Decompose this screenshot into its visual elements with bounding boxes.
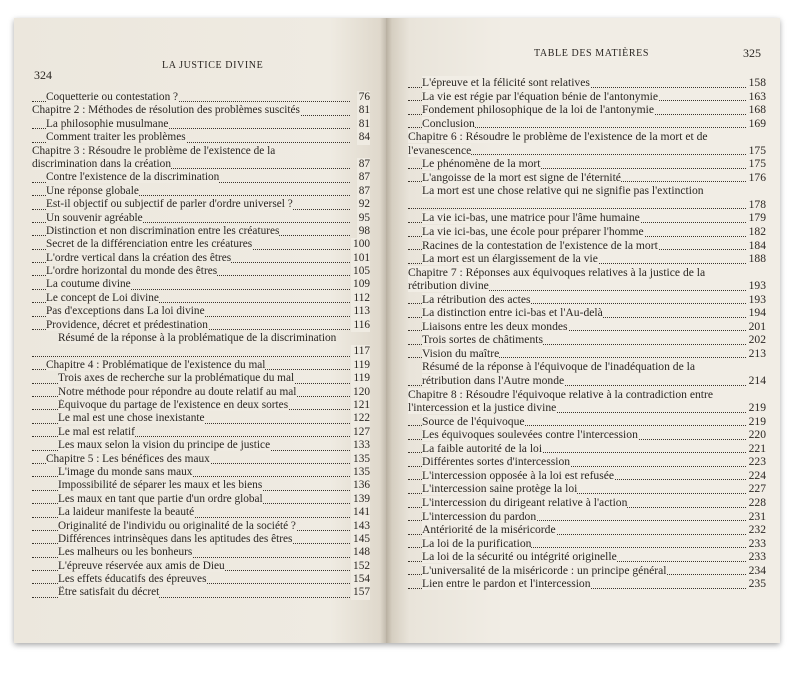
toc-entry-title: Trois sortes de châtiments — [422, 333, 543, 347]
toc-entry-page: 179 — [748, 211, 766, 225]
toc-entry — [32, 520, 370, 533]
toc-entry-page: 87 — [358, 157, 370, 170]
toc-entry-page: 87 — [358, 184, 370, 197]
toc-entry — [408, 171, 766, 185]
toc-entry — [32, 225, 370, 238]
toc-entry-title: Équivoque du partage de l'existence en deux sortes — [58, 398, 289, 411]
toc-entry — [408, 157, 766, 171]
toc-entry-title: Le phénomène de la mort — [422, 157, 541, 171]
toc-entry — [408, 211, 766, 225]
dot-leader — [32, 356, 350, 357]
toc-entry — [32, 412, 370, 425]
toc-entry-page: 202 — [748, 333, 766, 347]
toc-entry — [32, 104, 370, 117]
toc-entry-page: 117 — [353, 345, 370, 358]
left-toc-list — [32, 91, 370, 600]
toc-entry-title: Chapitre 7 : Réponses aux équivoques relatives à la justice de la — [408, 265, 706, 279]
toc-entry-title: Résumé de la réponse à la problématique de la discrimination — [58, 332, 337, 345]
toc-entry — [408, 333, 766, 347]
toc-entry — [408, 374, 766, 388]
toc-entry-page: 136 — [353, 479, 370, 492]
toc-entry-title: La philosophie musulmane — [46, 117, 169, 130]
book-gutter — [380, 18, 392, 643]
toc-entry — [408, 144, 766, 158]
toc-entry-page: 148 — [353, 546, 370, 559]
toc-entry — [32, 319, 370, 332]
toc-entry-page: 100 — [353, 238, 370, 251]
toc-entry — [408, 279, 766, 293]
toc-entry-page: 92 — [358, 198, 370, 211]
toc-entry — [408, 455, 766, 469]
toc-entry — [32, 305, 370, 318]
toc-entry-title: La coutume divine — [46, 278, 131, 291]
toc-entry-page: 120 — [353, 385, 370, 398]
toc-entry — [408, 252, 766, 266]
toc-entry-page: 219 — [748, 414, 766, 428]
toc-entry — [32, 372, 370, 385]
toc-entry-title: La laideur manifeste la beauté — [58, 506, 195, 519]
right-page — [386, 18, 780, 643]
toc-entry — [408, 360, 766, 374]
toc-entry — [32, 546, 370, 559]
toc-entry — [32, 265, 370, 278]
toc-entry-page: 143 — [353, 519, 370, 532]
toc-entry-page: 154 — [353, 573, 370, 586]
toc-entry — [408, 415, 766, 429]
toc-entry-title: Chapitre 6 : Résoudre le problème de l'existence de la mort et de — [408, 130, 708, 144]
right-toc-list — [408, 76, 766, 591]
toc-entry — [32, 292, 370, 305]
toc-entry-title: Contre l'existence de la discrimination — [46, 171, 220, 184]
toc-entry — [408, 293, 766, 307]
toc-entry-page: 178 — [748, 197, 766, 211]
toc-entry — [32, 479, 370, 492]
toc-entry-title: Secret de la différenciation entre les créatures — [46, 238, 253, 251]
toc-entry-title: L'ordre horizontal du monde des êtres — [46, 265, 218, 278]
toc-entry — [408, 469, 766, 483]
toc-entry-page: 109 — [353, 278, 370, 291]
toc-entry-title: La mort est un élargissement de la vie — [422, 252, 598, 266]
toc-entry-page: 157 — [353, 586, 370, 599]
toc-entry — [408, 537, 766, 551]
toc-entry-title: l'evanescence — [408, 143, 472, 157]
toc-entry — [408, 198, 766, 212]
toc-entry-page: 219 — [748, 401, 766, 415]
toc-entry-page: 232 — [748, 523, 766, 537]
toc-entry — [32, 573, 370, 586]
toc-entry-title: Originalité de l'individu ou originalité de la société ? — [58, 519, 296, 532]
toc-entry-page: 234 — [748, 563, 766, 577]
toc-entry — [408, 239, 766, 253]
toc-entry — [32, 493, 370, 506]
dot-leader — [408, 208, 746, 209]
toc-entry — [32, 212, 370, 225]
toc-entry — [408, 103, 766, 117]
toc-entry — [408, 564, 766, 578]
toc-entry — [32, 171, 370, 184]
toc-entry-title: Le mal est relatif — [58, 425, 135, 438]
toc-entry-page: 175 — [748, 157, 766, 171]
toc-entry — [32, 278, 370, 291]
toc-entry-page: 105 — [353, 265, 370, 278]
toc-entry-page: 135 — [353, 452, 370, 465]
toc-entry-page: 176 — [748, 170, 766, 184]
toc-entry-page: 116 — [353, 318, 370, 331]
toc-entry-page: 119 — [353, 358, 370, 371]
toc-entry — [32, 198, 370, 211]
toc-entry-title: Impossibilité de séparer les maux et les biens — [58, 479, 263, 492]
toc-entry — [408, 388, 766, 402]
toc-entry — [408, 320, 766, 334]
toc-entry-page: 152 — [353, 559, 370, 572]
toc-entry-title: L'intercession du dirigeant relative à l'action — [422, 495, 628, 509]
toc-entry-title: L'angoisse de la mort est signe de l'éternité — [422, 170, 621, 184]
toc-entry-page: 227 — [748, 482, 766, 496]
toc-entry-title: La loi de la purification — [422, 536, 532, 550]
toc-entry-page: 145 — [353, 532, 370, 545]
toc-entry-title: Les équivoques soulevées contre l'intercession — [422, 428, 638, 442]
toc-entry-title: L'intercession opposée à la loi est refusée — [422, 468, 615, 482]
toc-entry-page: 98 — [358, 224, 370, 237]
toc-entry-page: 133 — [353, 439, 370, 452]
toc-entry-page: 224 — [748, 468, 766, 482]
toc-entry-title: Providence, décret et prédestination — [46, 318, 208, 331]
toc-entry-title: Le mal est une chose inexistante — [58, 412, 205, 425]
toc-entry — [32, 533, 370, 546]
toc-entry — [32, 332, 370, 345]
toc-entry-page: 213 — [748, 346, 766, 360]
toc-entry-page: 194 — [748, 306, 766, 320]
left-page-number: 324 — [34, 68, 52, 82]
toc-entry-page: 87 — [358, 171, 370, 184]
toc-entry-title: Résumé de la réponse à l'équivoque de l'inadéquation de la — [422, 360, 695, 374]
toc-entry-title: La vie est régie par l'équation bénie de l'antonymie — [422, 89, 658, 103]
toc-entry-title: Être satisfait du décret — [58, 586, 160, 599]
toc-entry-page: 95 — [358, 211, 370, 224]
toc-entry-page: 121 — [353, 398, 370, 411]
toc-entry — [32, 252, 370, 265]
right-page-number: 325 — [743, 46, 761, 60]
toc-entry — [408, 266, 766, 280]
open-book — [14, 18, 780, 643]
toc-entry — [32, 386, 370, 399]
toc-entry-title: Liaisons entre les deux mondes — [422, 319, 568, 333]
toc-entry-page: 235 — [748, 577, 766, 591]
toc-entry-title: Le concept de Loi divine — [46, 291, 159, 304]
toc-entry — [32, 238, 370, 251]
toc-entry-page: 76 — [358, 91, 370, 103]
toc-entry — [32, 91, 370, 104]
toc-entry-title: Les malheurs ou les bonheurs — [58, 546, 193, 559]
toc-entry-page: 169 — [748, 116, 766, 130]
toc-entry-title: Fondement philosophique de la loi de l'antonymie — [422, 103, 654, 117]
toc-entry-title: Une réponse globale — [46, 184, 139, 197]
toc-entry-title: La faible autorité de la loi — [422, 441, 543, 455]
toc-entry-page: 84 — [358, 131, 370, 144]
toc-entry — [32, 466, 370, 479]
toc-entry-page: 158 — [748, 76, 766, 89]
toc-entry-page: 122 — [353, 412, 370, 425]
toc-entry-page: 139 — [353, 492, 370, 505]
toc-entry-title: l'intercession et la justice divine — [408, 401, 557, 415]
toc-entry — [408, 347, 766, 361]
toc-entry-page: 233 — [748, 536, 766, 550]
toc-entry — [32, 145, 370, 158]
toc-entry — [32, 185, 370, 198]
toc-entry — [32, 131, 370, 144]
toc-entry-title: Coquetterie ou contestation ? — [46, 91, 179, 103]
toc-entry-page: 141 — [353, 506, 370, 519]
toc-entry-page: 233 — [748, 550, 766, 564]
toc-entry-title: Est-il objectif ou subjectif de parler d'ordre universel ? — [46, 198, 293, 211]
toc-entry-page: 220 — [748, 428, 766, 442]
toc-entry — [32, 506, 370, 519]
toc-entry — [32, 158, 370, 171]
toc-entry-title: Les maux en tant que partie d'un ordre global — [58, 492, 263, 505]
toc-entry-page: 113 — [353, 305, 370, 318]
toc-entry-page: 231 — [748, 509, 766, 523]
toc-entry-page: 163 — [748, 89, 766, 103]
toc-entry-title: Différences intrinsèques dans les aptitudes des êtres — [58, 532, 293, 545]
toc-entry-page: 201 — [748, 319, 766, 333]
toc-entry-title: Les maux selon la vision du principe de justice — [58, 439, 271, 452]
toc-entry-title: Trois axes de recherche sur la problématique du mal — [58, 372, 295, 385]
toc-entry — [408, 130, 766, 144]
toc-entry-title: La loi de la sécurité ou intégrité originelle — [422, 550, 617, 564]
toc-entry-title: Pas d'exceptions dans La loi divine — [46, 305, 205, 318]
toc-entry-title: La vie ici-bas, une matrice pour l'âme humaine — [422, 211, 640, 225]
toc-entry — [408, 117, 766, 131]
toc-entry — [408, 401, 766, 415]
toc-entry — [32, 399, 370, 412]
toc-entry-page: 188 — [748, 252, 766, 266]
toc-entry-page: 119 — [353, 372, 370, 385]
toc-entry-title: Chapitre 4 : Problématique de l'existence du mal — [46, 358, 266, 371]
toc-entry — [408, 482, 766, 496]
toc-entry-page: 193 — [748, 292, 766, 306]
toc-entry-title: Chapitre 8 : Résoudre l'équivoque relative à la contradiction entre — [408, 387, 714, 401]
toc-entry-page: 214 — [748, 374, 766, 388]
toc-entry-title: Chapitre 5 : Les bénéfices des maux — [46, 452, 210, 465]
toc-entry — [408, 510, 766, 524]
toc-entry-title: Chapitre 3 : Résoudre le problème de l'existence de la — [32, 144, 276, 157]
toc-entry — [32, 586, 370, 599]
toc-entry-page: 193 — [748, 279, 766, 293]
toc-entry-page: 182 — [748, 225, 766, 239]
toc-entry — [32, 453, 370, 466]
toc-entry-page: 228 — [748, 495, 766, 509]
toc-entry-page: 81 — [358, 117, 370, 130]
toc-entry-page: 81 — [358, 104, 370, 117]
toc-entry-title: Un souvenir agréable — [46, 211, 143, 224]
toc-entry — [408, 550, 766, 564]
toc-entry-title: L'image du monde sans maux — [58, 465, 193, 478]
toc-entry — [408, 428, 766, 442]
left-running-head: LA JUSTICE DIVINE — [162, 60, 264, 71]
right-running-head: TABLE DES MATIÈRES — [534, 48, 649, 59]
toc-entry-page: 184 — [748, 238, 766, 252]
toc-entry — [32, 345, 370, 358]
toc-entry-title: Source de l'équivoque — [422, 414, 525, 428]
toc-entry-title: L'épreuve réservée aux amis de Dieu — [58, 559, 225, 572]
toc-entry-title: La distinction entre ici-bas et l'Au-delà — [422, 306, 603, 320]
toc-entry-title: Comment traiter les problèmes — [46, 131, 186, 144]
toc-entry-title: Racines de la contestation de l'existence de la mort — [422, 238, 658, 252]
toc-entry-title: L'intercession du pardon — [422, 509, 537, 523]
left-page — [14, 18, 386, 643]
toc-entry-title: L'épreuve et la félicité sont relatives — [422, 76, 590, 89]
toc-entry-title: Différentes sortes d'intercession — [422, 455, 571, 469]
toc-entry-title: L'universalité de la miséricorde : un principe général — [422, 563, 667, 577]
toc-entry-title: La rétribution des actes — [422, 292, 531, 306]
toc-entry — [32, 560, 370, 573]
toc-entry — [32, 118, 370, 131]
toc-entry-title: L'intercession saine protège la loi — [422, 482, 578, 496]
toc-entry-page: 101 — [353, 251, 370, 264]
toc-entry — [408, 184, 766, 198]
toc-entry-title: Vision du maître — [422, 346, 500, 360]
toc-entry — [408, 76, 766, 90]
toc-entry-title: Distinction et non discrimination entre les créatures — [46, 224, 280, 237]
toc-entry — [408, 90, 766, 104]
toc-entry — [408, 523, 766, 537]
toc-entry-title: La vie ici-bas, une école pour préparer l'homme — [422, 225, 644, 239]
toc-entry-title: Les effets éducatifs des épreuves — [58, 573, 207, 586]
toc-entry — [408, 577, 766, 591]
toc-entry-page: 221 — [748, 441, 766, 455]
toc-entry-title: La mort est une chose relative qui ne signifie pas l'extinction — [422, 184, 704, 198]
toc-entry — [32, 439, 370, 452]
toc-entry — [408, 306, 766, 320]
toc-entry-page: 168 — [748, 103, 766, 117]
toc-entry-page: 223 — [748, 455, 766, 469]
toc-entry — [32, 359, 370, 372]
toc-entry-title: rétribution dans l'Autre monde — [422, 374, 565, 388]
toc-entry-title: Chapitre 2 : Méthodes de résolution des problèmes suscités — [32, 104, 300, 117]
toc-entry-page: 175 — [748, 143, 766, 157]
toc-entry-title: discrimination dans la création — [32, 157, 171, 170]
toc-entry — [32, 426, 370, 439]
toc-entry-title: rétribution divine — [408, 279, 489, 293]
toc-entry-page: 135 — [353, 465, 370, 478]
toc-entry-page: 127 — [353, 425, 370, 438]
toc-entry-title: L'ordre vertical dans la création des êtres — [46, 251, 232, 264]
toc-entry-title: Antériorité de la miséricorde — [422, 523, 556, 537]
toc-entry-title: Lien entre le pardon et l'intercession — [422, 577, 591, 591]
toc-entry — [408, 496, 766, 510]
toc-entry — [408, 225, 766, 239]
toc-entry-title: Conclusion — [422, 116, 475, 130]
toc-entry-title: Notre méthode pour répondre au doute relatif au mal — [58, 385, 297, 398]
toc-entry — [408, 442, 766, 456]
toc-entry-page: 112 — [353, 291, 370, 304]
